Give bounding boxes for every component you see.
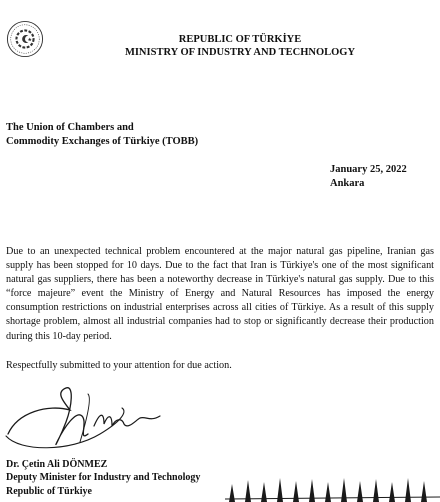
signatory-title: Deputy Minister for Industry and Technology bbox=[6, 472, 201, 484]
signatory-block bbox=[6, 458, 200, 498]
letter-place: Ankara bbox=[330, 178, 365, 189]
ministry-header bbox=[60, 33, 420, 59]
background-pattern bbox=[225, 478, 440, 502]
recipient-address bbox=[6, 121, 198, 149]
letter-date: January 25, 2022 bbox=[330, 164, 407, 175]
body-paragraph: Due to an unexpected technical problem encountered at the major natural gas pipeline, Iranian gas supply has been stopped for 10 days. Due to the fact that Iran is Türkiye's one of the most significant natural gas suppliers, there has been a noteworthy decrease in Türkiye's natural gas supply. Due to this “force majeure” event the Ministry of Energy and Natural Resources has imposed the energy consumption restrictions on industrial enterprises across all cities of Türkiye. As a result of this supply shortage problem, almost all industrial companies had to stop or significantly decrease their production during this 10-day period. bbox=[6, 246, 434, 342]
signatory-name: Dr. Çetin Ali DÖNMEZ bbox=[6, 459, 108, 470]
header-ministry: MINISTRY OF INDUSTRY AND TECHNOLOGY bbox=[124, 47, 356, 58]
handwritten-signature-icon bbox=[0, 382, 190, 462]
recipient-line-1: The Union of Chambers and bbox=[6, 122, 134, 133]
signatory-country: Republic of Türkiye bbox=[6, 485, 92, 497]
recipient-line-2: Commodity Exchanges of Türkiye (TOBB) bbox=[6, 136, 199, 147]
ministry-seal-icon bbox=[6, 20, 44, 58]
header-country: REPUBLIC OF TÜRKİYE bbox=[178, 34, 302, 45]
closing-line: Respectfully submitted to your attention for due action. bbox=[6, 360, 232, 371]
date-block bbox=[330, 163, 407, 191]
